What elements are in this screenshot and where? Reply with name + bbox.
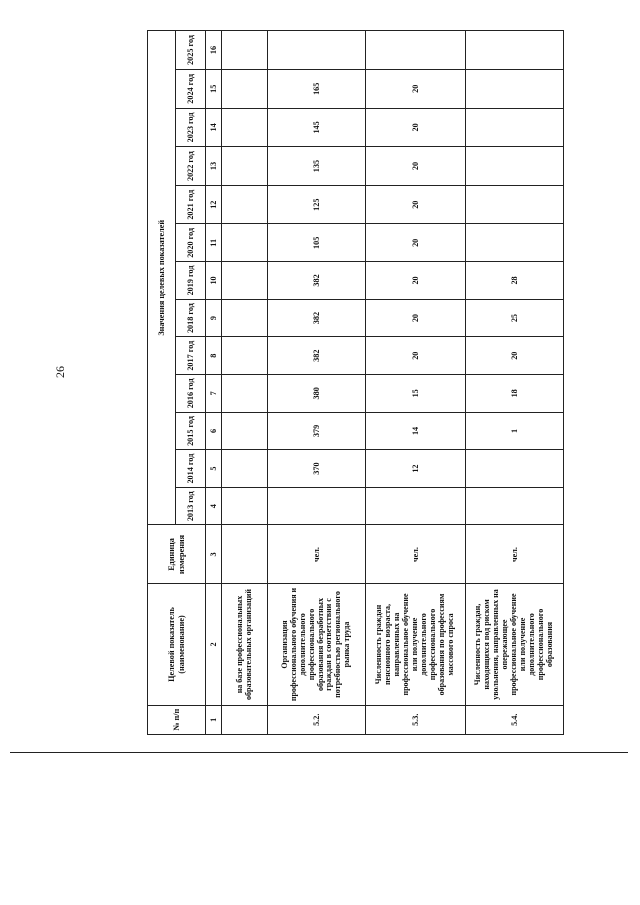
value-cell: 14 [366, 412, 466, 450]
value-cell: 20 [366, 108, 466, 147]
header-unit: Единица измерения [148, 525, 206, 584]
value-cell [466, 31, 564, 70]
value-cell: 28 [466, 262, 564, 300]
indicator-name: Численность граждан пенсионного возраста, направленных на профессиональное обучение или получение дополнительного профессионального образования по профессиям массового спроса [366, 584, 466, 705]
value-cell: 379 [268, 412, 366, 450]
column-number: 3 [206, 525, 222, 584]
column-number: 12 [206, 185, 222, 224]
rotated-table-sheet [147, 30, 554, 735]
value-cell [466, 147, 564, 186]
row-number: 5.3. [366, 705, 466, 734]
header-year: 2014 год [176, 450, 206, 488]
header-num: № п/п [148, 705, 206, 734]
table-row [268, 31, 366, 735]
value-cell [466, 487, 564, 525]
column-numbers-row [206, 31, 222, 735]
value-cell: 135 [268, 147, 366, 186]
header-year: 2019 год [176, 262, 206, 300]
unit-cell: чел. [466, 525, 564, 584]
column-number: 10 [206, 262, 222, 300]
indicators-table [147, 30, 564, 735]
header-year: 2018 год [176, 299, 206, 337]
value-cell [222, 487, 268, 525]
value-cell [222, 69, 268, 108]
value-cell: 20 [366, 337, 466, 375]
indicator-name: Численность граждан, находящихся под риском увольнения, направленных на опережающее профессиональное обучение или получение дополнительного профессионального образования [466, 584, 564, 705]
column-number: 14 [206, 108, 222, 147]
header-year: 2017 год [176, 337, 206, 375]
value-cell [466, 108, 564, 147]
value-cell [366, 487, 466, 525]
value-cell [268, 487, 366, 525]
value-cell: 12 [366, 450, 466, 488]
value-cell [222, 450, 268, 488]
column-number: 9 [206, 299, 222, 337]
header-year: 2016 год [176, 375, 206, 413]
header-values-group: Значения целевых показателей [148, 31, 176, 526]
value-cell: 20 [366, 262, 466, 300]
column-number: 4 [206, 487, 222, 525]
footer-rule [10, 752, 628, 753]
value-cell: 25 [466, 299, 564, 337]
value-cell: 20 [466, 337, 564, 375]
value-cell [222, 262, 268, 300]
indicator-name: Организация профессионального обучения и дополнительного профессионального образования безработных граждан в соответствии с потребностью регионального рынка труда [268, 584, 366, 705]
column-number: 16 [206, 31, 222, 70]
header-year: 2022 год [176, 147, 206, 186]
value-cell [222, 147, 268, 186]
table-row [366, 31, 466, 735]
value-cell [222, 299, 268, 337]
column-number: 11 [206, 224, 222, 262]
value-cell [222, 185, 268, 224]
value-cell: 15 [366, 375, 466, 413]
indicator-name: на базе профессиональных образовательных организаций [222, 584, 268, 705]
value-cell: 18 [466, 375, 564, 413]
header-year: 2020 год [176, 224, 206, 262]
table-row [466, 31, 564, 735]
value-cell [366, 31, 466, 70]
value-cell [222, 224, 268, 262]
unit-cell [222, 525, 268, 584]
value-cell: 1 [466, 412, 564, 450]
value-cell [268, 31, 366, 70]
header-year: 2024 год [176, 69, 206, 108]
header-year: 2015 год [176, 412, 206, 450]
row-number: 5.2. [268, 705, 366, 734]
column-number: 7 [206, 375, 222, 413]
value-cell: 382 [268, 262, 366, 300]
column-number: 13 [206, 147, 222, 186]
value-cell: 165 [268, 69, 366, 108]
value-cell [466, 69, 564, 108]
table-body [222, 31, 564, 735]
column-number: 1 [206, 705, 222, 734]
column-number: 8 [206, 337, 222, 375]
header-year: 2013 год [176, 487, 206, 525]
value-cell: 145 [268, 108, 366, 147]
column-number: 2 [206, 584, 222, 705]
value-cell [466, 450, 564, 488]
column-number: 6 [206, 412, 222, 450]
header-year: 2025 год [176, 31, 206, 70]
unit-cell: чел. [366, 525, 466, 584]
value-cell: 20 [366, 69, 466, 108]
unit-cell: чел. [268, 525, 366, 584]
value-cell: 20 [366, 147, 466, 186]
page-number: 26 [53, 366, 67, 378]
header-indicator: Целевой показатель (наименование) [148, 584, 206, 705]
value-cell: 382 [268, 337, 366, 375]
header-year: 2021 год [176, 185, 206, 224]
row-number [222, 705, 268, 734]
column-number: 15 [206, 69, 222, 108]
value-cell [466, 224, 564, 262]
value-cell [222, 375, 268, 413]
column-number: 5 [206, 450, 222, 488]
value-cell: 125 [268, 185, 366, 224]
value-cell [222, 31, 268, 70]
value-cell [222, 337, 268, 375]
value-cell: 380 [268, 375, 366, 413]
value-cell: 20 [366, 185, 466, 224]
table-row [222, 31, 268, 735]
value-cell: 105 [268, 224, 366, 262]
header-year: 2023 год [176, 108, 206, 147]
value-cell: 20 [366, 224, 466, 262]
value-cell: 382 [268, 299, 366, 337]
value-cell: 20 [366, 299, 466, 337]
value-cell [222, 412, 268, 450]
value-cell [222, 108, 268, 147]
row-number: 5.4. [466, 705, 564, 734]
value-cell [466, 185, 564, 224]
value-cell: 370 [268, 450, 366, 488]
